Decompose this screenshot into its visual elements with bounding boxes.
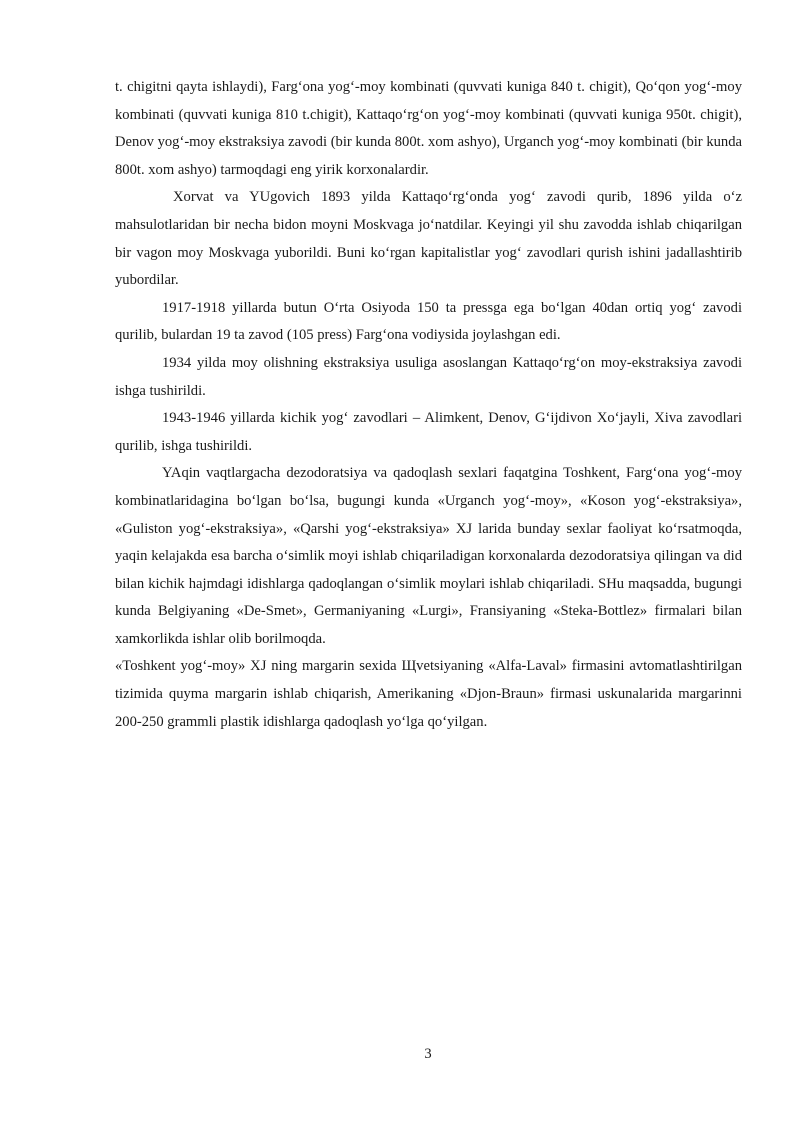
paragraph-4: 1934 yilda moy olishning ekstraksiya usuliga asoslangan Kattaqo‘rg‘on moy-ekstraksiya zavodi ishga tushirildi. [115,354,742,399]
document-body [115,74,742,736]
paragraph-2: Xorvat va YUgovich 1893 yilda Kattaqo‘rg‘onda yog‘ zavodi qurib, 1896 yilda o‘z mahsulotlaridan bir necha bidon moyni Moskvaga jo‘natdilar. Keyingi yil shu zavodda ishlab chiqarilgan bir vagon moy Moskvaga yuborildi. Buni ko‘rgan kapitalistlar yog‘ zavodlari qurish ishini jadallashtirib yubordilar. [115,189,742,289]
paragraph-7: «Toshkent yog‘-moy» XJ ning margarin sexida Щvetsiyaning «Alfa-Laval» firmasini avtomatlashtirilgan tizimida quyma margarin ishlab chiqarish, Amerikaning «Djon-Braun» firmasi uskunalarida margarinni 200-250 grammli plastik idishlarga qadoqlash yo‘lga qo‘yilgan. [115,658,742,730]
page-number: 3 [424,1046,432,1062]
paragraph-6: YAqin vaqtlargacha dezodoratsiya va qadoqlash sexlari faqatgina Toshkent, Farg‘ona yog‘-moy kombinatlaridagina bo‘lgan bo‘lsa, bugungi kunda «Urganch yog‘-moy», «Koson yog‘-ekstraksiya», «Guliston yog‘-ekstraksiya», «Qarshi yog‘-ekstraksiya» XJ larida bunday sexlar faoliyat ko‘rsatmoqda, yaqin kelajakda esa barcha o‘simlik moyi ishlab chiqariladigan korxonalarda dezodoratsiya qilingan va did bilan kichik hajmdagi idishlarga qadoqlangan o‘simlik moylari ishlab chiqariladi. SHu maqsadda, bugungi kunda Belgiyaning «De-Smet», Germaniyaning «Lurgi», Fransiyaning «Steka-Bottlez» firmalari bilan xamkorlikda ishlar olib borilmoqda. [115,465,742,647]
paragraph-3: 1917-1918 yillarda butun O‘rta Osiyoda 150 ta pressga ega bo‘lgan 40dan ortiq yog‘ zavodi qurilib, bulardan 19 ta zavod (105 press) Farg‘ona vodiysida joylashgan edi. [115,299,742,344]
paragraph-1: t. chigitni qayta ishlaydi), Farg‘ona yog‘-moy kombinati (quvvati kuniga 840 t. chigit), Qo‘qon yog‘-moy kombinati (quvvati kuniga 810 t.chigit), Kattaqo‘rg‘on yog‘-moy kombinati (quvvati kuniga 950t. chigit), Denov yog‘-moy ekstraksiya zavodi (bir kunda 800t. xom ashyo), Urganch yog‘-moy kombinati (bir kunda 800t. xom ashyo) tarmoqdagi eng yirik korxonalardir. [115,79,742,178]
paragraph-5: 1943-1946 yillarda kichik yog‘ zavodlari – Alimkent, Denov, G‘ijdivon Xo‘jayli, Xiva zavodlari qurilib, ishga tushirildi. [115,410,742,454]
